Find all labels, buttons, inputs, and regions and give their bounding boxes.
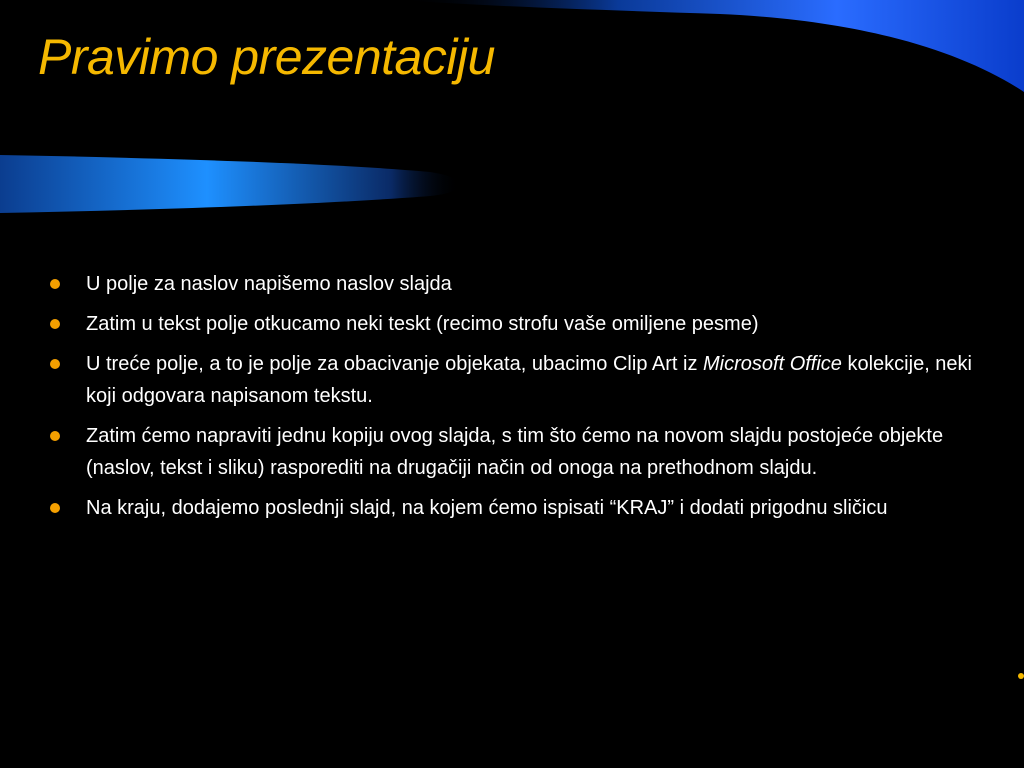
bullet-text: U treće polje, a to je polje za obacivanje objekata, ubacimo Clip Art iz: [86, 353, 704, 375]
bullet-item: [50, 492, 980, 524]
bullet-text: U polje za naslov napišemo naslov slajda: [86, 273, 452, 295]
bullet-text-after: kolekcije, neki koji odgovara napisanom tekstu.: [86, 353, 972, 407]
small-yellow-star-icon: [1018, 673, 1024, 679]
bullet-text: Zatim ćemo napraviti jednu kopiju ovog slajda, s tim što ćemo na novom slajdu postojeće objekte (naslov, tekst i sliku) rasporediti na drugačiji način od onoga na prethodnom slajdu.: [86, 425, 944, 479]
bullet-item: [50, 268, 980, 300]
bullet-item: [50, 420, 980, 484]
left-blue-swoosh: [0, 155, 460, 213]
bullet-dot-icon: [50, 503, 60, 513]
bullet-list: [50, 268, 980, 532]
bullet-dot-icon: [50, 319, 60, 329]
bullet-dot-icon: [50, 431, 60, 441]
bullet-item: [50, 348, 980, 412]
bullet-text: Zatim u tekst polje otkucamo neki teskt (recimo strofu vaše omiljene pesme): [86, 313, 759, 335]
bullet-emphasis: Microsoft Office: [703, 353, 842, 375]
bullet-item: [50, 308, 980, 340]
bullet-dot-icon: [50, 359, 60, 369]
slide-title: Pravimo prezentaciju: [38, 29, 495, 85]
bullet-text: Na kraju, dodajemo poslednji slajd, na kojem ćemo ispisati “KRAJ” i dodati prigodnu sličicu: [86, 497, 888, 519]
bullet-dot-icon: [50, 279, 60, 289]
